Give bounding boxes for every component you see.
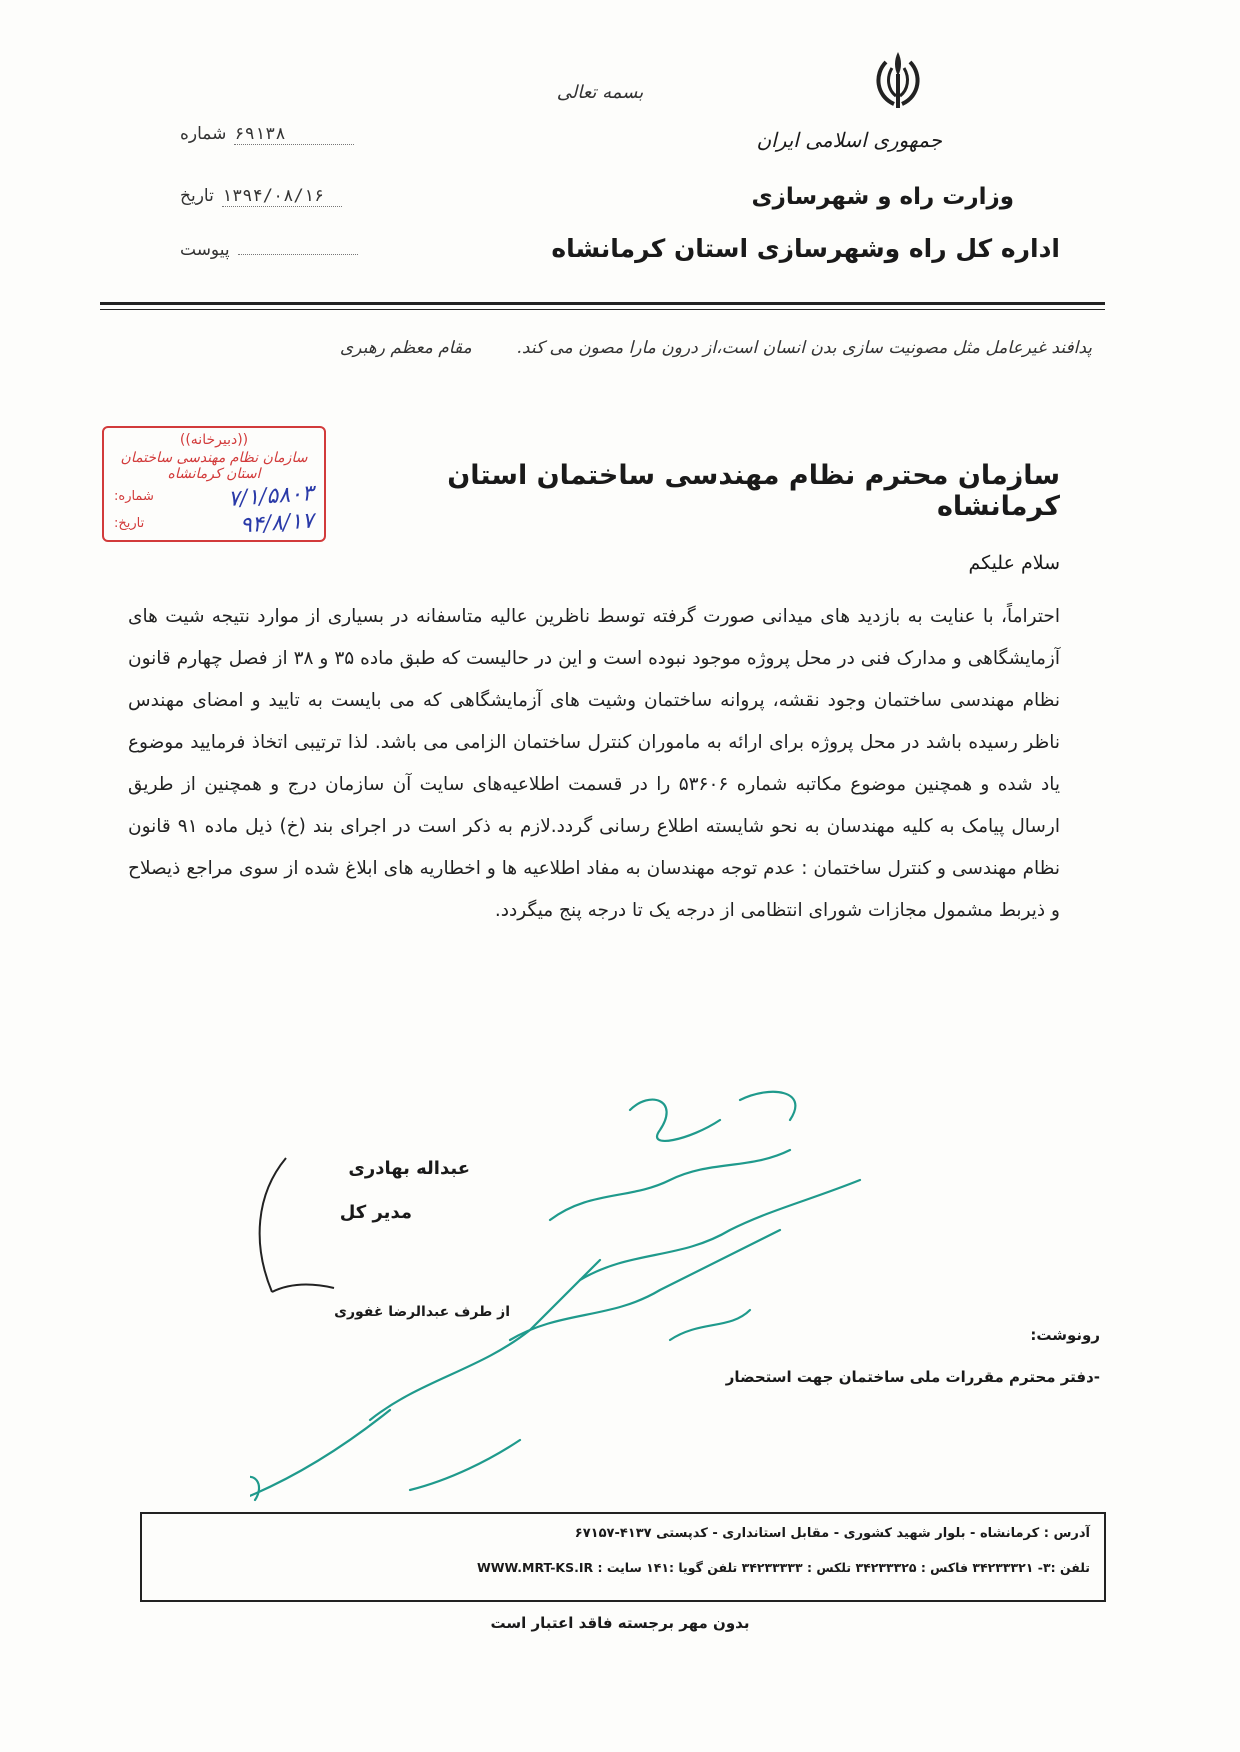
letter-number-row [180,124,480,156]
cc-item: -دفتر محترم مقررات ملی ساختمان جهت استحضار [725,1368,1100,1386]
attachment-label: پیوست [180,240,230,260]
cc-heading: رونوشت: [1030,1326,1100,1344]
attachment-value [238,254,358,255]
header-divider-thin [100,309,1105,310]
header-divider [100,302,1105,305]
invocation-text: بسمه تعالی [556,82,644,103]
stamp-date-row [104,508,324,539]
signer-name: عبداله بهادری [348,1158,470,1179]
stamp-date-value: ۹۴/۸/۱۷ [239,508,315,539]
date-value: ۱۳۹۴/۰۸/۱۶ [222,186,342,207]
signer-title: مدیر کل [339,1202,412,1223]
registry-stamp [102,426,326,542]
attachment-row [180,240,480,272]
quote-text: پدافند غیرعامل مثل مصونیت سازی بدن انسان است،از درون مارا مصون می کند. [516,338,1092,358]
recipient-line: سازمان محترم نظام مهندسی ساختمان استان کرمانشاه [447,460,1060,522]
number-label: شماره [180,124,227,144]
stamp-number-value: ۷/۱/۵۸۰۳ [227,481,315,512]
stamp-number-row [104,481,324,512]
emblem-icon [866,46,930,116]
number-value: ۶۹۱۳۸ [234,124,354,145]
stamp-number-label: شماره: [114,489,154,504]
footer-address: آدرس : کرمانشاه - بلوار شهید کشوری - مقابل استانداری - کدپستی ۴۱۳۷-۶۷۱۵۷ [574,1526,1090,1541]
directorate-title: اداره کل راه وشهرسازی استان کرمانشاه [551,234,1060,263]
letter-date-row [180,186,480,218]
republic-title: جمهوری اسلامی ایران [756,128,942,152]
stamp-title: ((دبیرخانه)) [179,432,249,448]
stamp-date-label: تاریخ: [114,516,145,531]
on-behalf-line: از طرف عبدالرضا غفوری [334,1304,510,1320]
header-quote [232,338,1092,358]
letter-body: احتراماً، با عنایت به بازدید های میدانی صورت گرفته توسط ناظرین عالیه متاسفانه در بسیاری از موارد نتیجه شیت های آزمایشگاهی و مدارک فنی در محل پروژه موجود نبوده است و این در حالیست که طبق ماده ۳۵ و ۳۸ از فصل چهارم قانون نظام مهندسی ساختمان وجود نقشه، پروانه ساختمان وشیت های آزمایشگاهی که می بایست به تایید و امضای مهندس ناظر رسیده باشد در محل پروژه برای ارائه به ماموران کنترل ساختمان الزامی می باشد. لذا ترتیبی اتخاذ فرمایید موضوع یاد شده و همچنین موضوع مکاتبه شماره ۵۳۶۰۶ را در قسمت اطلاعیه‌های سایت آن سازمان درج و همچنین از طریق ارسال پیامک به کلیه مهندسان به نحو شایسته اطلاع رسانی گردد.لازم به ذکر است در اجرای بند (خ) ذیل ماده ۹۱ قانون نظام مهندسی و کنترل ساختمان : عدم توجه مهندسان به مفاد اطلاعیه ها و اخطاریه های ابلاغ شده از سوی مراجع ذیصلاح و ذیربط مشمول مجازات شورای انتظامی از درجه یک تا درجه پنج میگردد. [128,606,1061,921]
salutation: سلام علیکم [968,552,1060,574]
quote-author: مقام معظم رهبری [339,338,472,358]
date-label: تاریخ [180,186,214,206]
stamp-org: سازمان نظام مهندسی ساختمان استان کرمانشاه [120,450,308,482]
handwritten-annotation [250,1080,970,1540]
ministry-title: وزارت راه و شهرسازی [751,184,1014,210]
footer-contact: تلفن :۳- ۳۴۲۳۳۳۲۱ فاکس : ۳۴۲۳۳۳۲۵ تلکس : ۳۴۲۳۳۳۳۳ تلفن گویا :۱۴۱ سایت : WWW.MRT-KS.IR [476,1560,1090,1575]
footer-validity-note: بدون مهر برجسته فاقد اعتبار است [490,1614,750,1632]
